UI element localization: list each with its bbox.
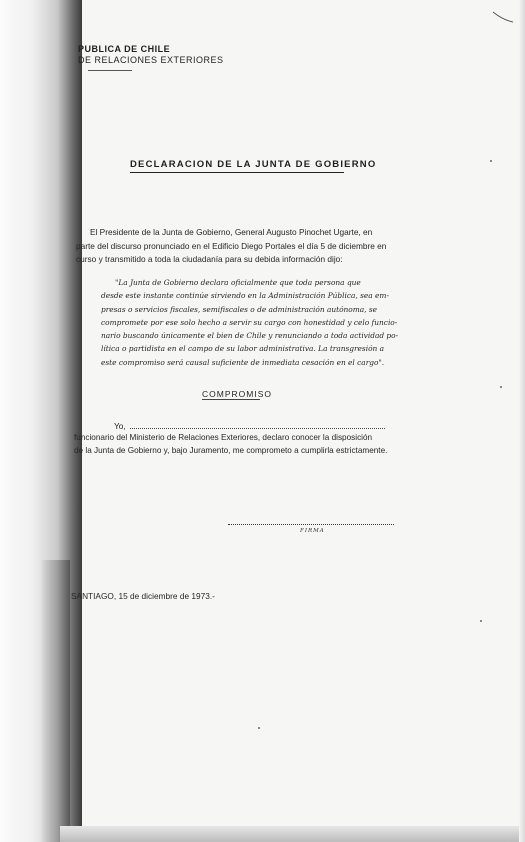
letterhead-line-2: DE RELACIONES EXTERIORES (78, 55, 224, 65)
corner-scratch-mark (491, 10, 515, 24)
letterhead (78, 44, 224, 66)
yo-label: Yo, (114, 421, 126, 431)
paper-speck (258, 727, 260, 729)
quote-line: lítica o partidista en el campo de su labor administrativa. La transgresión a (101, 344, 385, 354)
quote-line: desde este instante continúe sirviendo en la Administración Pública, sea em- (101, 291, 389, 301)
quote-line: "La Junta de Gobierno declara oficialmente que toda persona que (115, 278, 361, 287)
document-title: DECLARACION DE LA JUNTA DE GOBIERNO (130, 159, 377, 170)
letterhead-rule (88, 70, 132, 71)
section-heading-compromiso: COMPROMISO (202, 389, 272, 399)
page-right-edge (519, 0, 525, 842)
intro-line: curso y transmitido a toda la ciudadanía para su debida información dijo: (76, 254, 343, 264)
quoted-declaration (101, 276, 401, 369)
paper-speck (480, 620, 482, 622)
intro-line: parte del discurso pronunciado en el Edificio Diego Portales el día 5 de diciembre en (76, 240, 387, 251)
signature-label: FIRMA (300, 528, 325, 534)
subtitle-underline (202, 399, 260, 400)
paper-speck (490, 160, 492, 162)
paper-speck (500, 386, 502, 388)
signature-line[interactable] (228, 524, 394, 526)
name-blank-line (114, 420, 406, 431)
commitment-line: funcionario del Ministerio de Relaciones Exteriores, declaro conocer la disposición (74, 433, 373, 442)
quote-line: compromete por ese solo hecho a servir su cargo con honestidad y celo funcio- (101, 317, 398, 327)
date-line: SANTIAGO, 15 de diciembre de 1973.- (71, 591, 215, 601)
quote-line: nario buscando únicamente el bien de Chile y renunciando a toda actividad po- (101, 331, 399, 341)
intro-line: El Presidente de la Junta de Gobierno, General Augusto Pinochet Ugarte, en (90, 227, 373, 237)
commitment-line: de la Junta de Gobierno y, bajo Juramento, me comprometo a cumplirla estrictamente. (74, 445, 388, 455)
title-underline (130, 172, 344, 173)
name-fill-in-field[interactable] (130, 420, 385, 429)
commitment-paragraph (74, 432, 404, 457)
letterhead-line-1: PUBLICA DE CHILE (78, 44, 171, 54)
quote-line: este compromiso será causal suficiente de inmediata cesación en el cargo". (101, 357, 385, 367)
quote-line: presas o servicios fiscales, semifiscales o de administración autónoma, se (101, 304, 378, 314)
binding-shadow-lower (40, 560, 70, 842)
page-bottom-edge (60, 826, 525, 842)
intro-paragraph (76, 226, 402, 267)
